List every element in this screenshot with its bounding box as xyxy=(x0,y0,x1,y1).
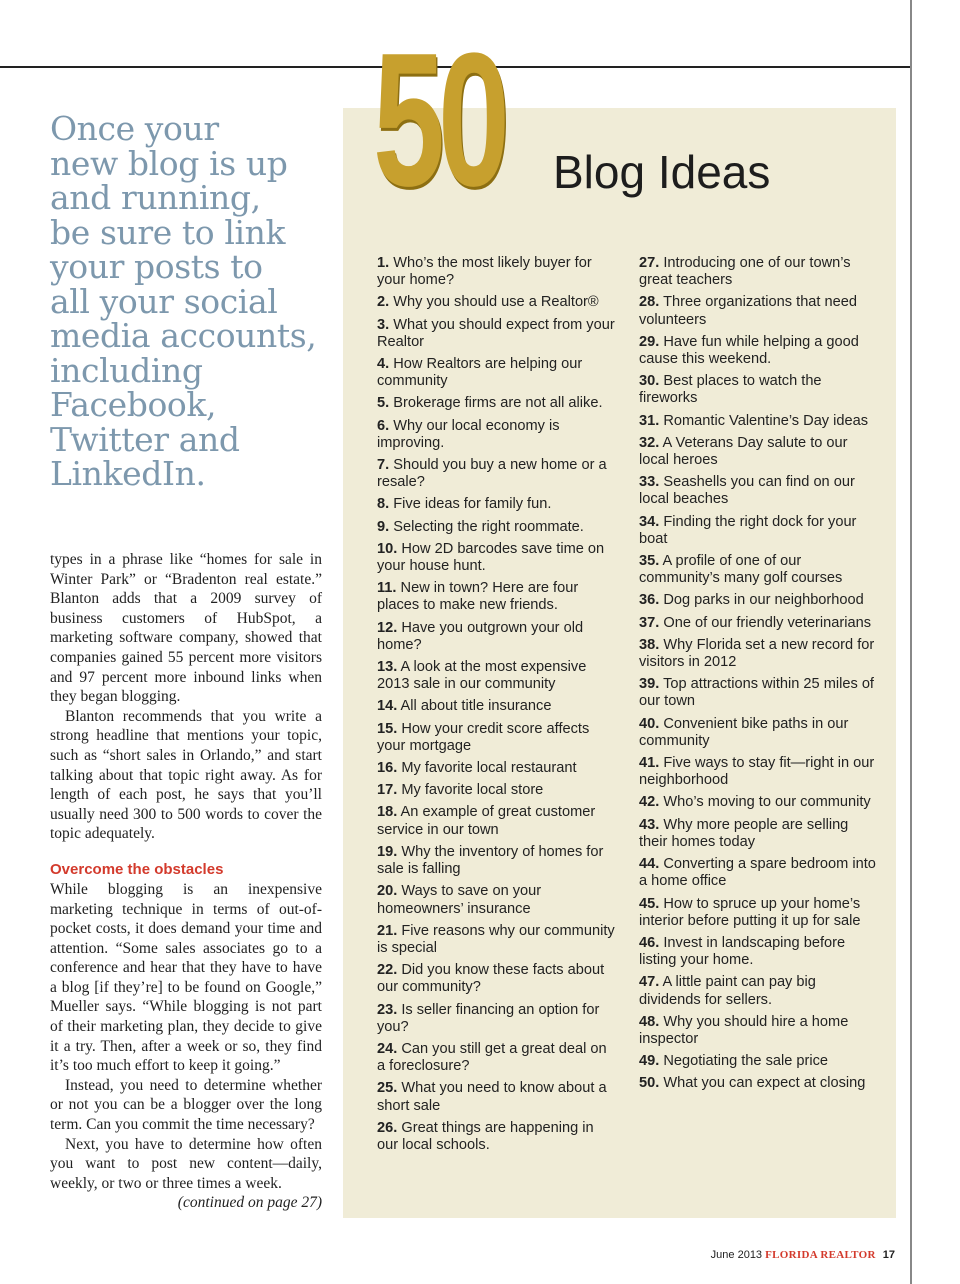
article-paragraph: types in a phrase like “homes for sale in Winter Park” or “Bradenton real estate.” Blanton adds that a 2009 survey of business customers of HubSpot, a marketing software company, showed that companies gained 55 percent more visitors and 97 percent more inbound links when they began blogging. xyxy=(50,551,322,706)
blog-idea-text: A little paint can pay big dividends for sellers. xyxy=(639,974,816,1008)
blog-idea-text: Finding the right dock for your boat xyxy=(639,513,857,547)
pull-quote-line: including xyxy=(50,350,203,390)
blog-idea-text: What you should expect from your Realtor xyxy=(377,316,615,350)
blog-idea-item xyxy=(377,496,617,513)
pull-quote-line: media accounts, xyxy=(50,316,317,355)
blog-idea-text: Five reasons why our community is special xyxy=(377,922,615,956)
blog-idea-text: Negotiating the sale price xyxy=(663,1053,829,1070)
article-body xyxy=(50,550,322,1213)
blog-idea-number: 42. xyxy=(639,794,660,811)
pull-quote-line: Once your xyxy=(50,109,219,148)
blog-idea-text: Why more people are selling their homes today xyxy=(639,816,849,850)
blog-idea-number: 22. xyxy=(377,962,398,979)
blog-idea-item xyxy=(639,676,879,710)
blog-idea-item xyxy=(639,856,879,890)
blog-idea-text: An example of great customer service in our town xyxy=(377,804,596,838)
blog-idea-text: Why the inventory of homes for sale is falling xyxy=(377,843,604,878)
blog-idea-text: How 2D barcodes save time on your house hunt. xyxy=(377,540,605,575)
blog-idea-text: Why you should hire a home inspector xyxy=(639,1013,849,1047)
blog-idea-item xyxy=(377,620,617,654)
blog-idea-number: 27. xyxy=(639,255,660,271)
blog-idea-number: 28. xyxy=(639,294,660,311)
magazine-name: FLORIDA REALTOR xyxy=(765,1249,876,1261)
blog-idea-item xyxy=(377,883,617,917)
issue-date: June 2013 xyxy=(710,1249,763,1261)
continued-note: (continued on page 27) xyxy=(177,1194,322,1212)
blog-idea-text: What you can expect at closing xyxy=(663,1075,866,1092)
blog-idea-text: Why Florida set a new record for visitors in 2012 xyxy=(639,636,875,671)
blog-idea-item xyxy=(377,317,617,351)
blog-idea-text: New in town? Here are four places to make new friends. xyxy=(377,580,579,614)
blog-idea-item xyxy=(639,615,879,632)
blog-idea-item xyxy=(377,1002,617,1036)
blog-idea-text: Five ideas for family fun. xyxy=(393,496,552,513)
blog-idea-text: How Realtors are helping our community xyxy=(377,356,583,390)
blog-idea-number: 6. xyxy=(377,417,390,434)
pull-quote-line: and running, xyxy=(50,178,261,217)
blog-idea-text: Converting a spare bedroom into a home office xyxy=(639,856,876,890)
blog-idea-number: 45. xyxy=(639,895,660,912)
blog-idea-item xyxy=(377,760,617,777)
blog-idea-item xyxy=(639,935,879,969)
blog-idea-item xyxy=(377,721,617,755)
blog-idea-text: Ways to save on your homeowners’ insurance xyxy=(377,883,542,917)
blog-idea-text: Introducing one of our town’s great teachers xyxy=(639,255,851,289)
article-subhead: Overcome the obstacles xyxy=(50,860,224,878)
blog-idea-number: 11. xyxy=(377,580,397,597)
blog-idea-number: 9. xyxy=(377,518,390,535)
blog-idea-text: Is seller financing an option for you? xyxy=(377,1001,600,1035)
pull-quote-line: be sure to link xyxy=(50,212,286,252)
pull-quote-line: all your social xyxy=(50,281,278,321)
blog-idea-item xyxy=(639,413,879,430)
blog-idea-text: Who’s the most likely buyer for your home? xyxy=(377,255,592,289)
article-paragraph: Next, you have to determine how often you want to post new content—daily, weekly, or two or three times a week. xyxy=(50,1135,322,1192)
blog-idea-number: 20. xyxy=(377,883,398,900)
ideas-list-right xyxy=(639,255,879,1098)
ideas-list-left xyxy=(377,255,617,1159)
blog-idea-number: 12. xyxy=(377,619,398,636)
blog-idea-item xyxy=(377,457,617,491)
blog-idea-item xyxy=(377,782,617,799)
blog-idea-number: 13. xyxy=(377,659,398,676)
blog-idea-item xyxy=(377,659,617,693)
blog-idea-item xyxy=(639,553,879,587)
blog-idea-text: Who’s moving to our community xyxy=(663,794,871,811)
blog-idea-item xyxy=(639,794,879,811)
blog-idea-text: Five ways to stay fit—right in our neighborhood xyxy=(639,755,875,789)
blog-idea-number: 7. xyxy=(377,457,390,474)
page-number: 17 xyxy=(882,1249,895,1261)
blog-idea-number: 4. xyxy=(377,356,390,373)
blog-idea-text: A look at the most expensive 2013 sale in our community xyxy=(377,659,587,693)
blog-idea-text: How your credit score affects your mortgage xyxy=(377,720,590,754)
blog-idea-item xyxy=(377,962,617,996)
blog-idea-item xyxy=(639,974,879,1008)
blog-idea-text: A profile of one of our community’s many golf courses xyxy=(639,553,843,587)
blog-idea-number: 35. xyxy=(639,553,660,570)
blog-idea-number: 5. xyxy=(377,395,390,412)
blog-idea-number: 44. xyxy=(639,856,660,873)
blog-idea-item xyxy=(639,1053,879,1070)
blog-idea-number: 38. xyxy=(639,636,660,653)
blog-idea-number: 24. xyxy=(377,1040,398,1057)
blog-idea-text: Why our local economy is improving. xyxy=(377,417,560,451)
blog-idea-item xyxy=(639,474,879,508)
blog-idea-number: 48. xyxy=(639,1013,660,1030)
blog-idea-text: How to spruce up your home’s interior before putting it up for sale xyxy=(639,895,861,929)
blog-idea-text: What you need to know about a short sale xyxy=(377,1080,607,1114)
blog-idea-number: 15. xyxy=(377,720,398,737)
blog-idea-item xyxy=(639,1075,879,1092)
blog-idea-text: Can you still get a great deal on a foreclosure? xyxy=(377,1040,607,1075)
blog-idea-item xyxy=(377,541,617,575)
blog-idea-number: 39. xyxy=(639,676,660,693)
blog-idea-text: Why you should use a Realtor® xyxy=(393,294,599,311)
page-edge-rule xyxy=(910,0,912,1284)
blog-idea-number: 36. xyxy=(639,592,660,609)
blog-idea-number: 49. xyxy=(639,1053,660,1070)
blog-idea-number: 14. xyxy=(377,698,398,715)
blog-idea-number: 37. xyxy=(639,614,660,631)
pull-quote-line: Facebook, xyxy=(50,385,217,424)
blog-idea-item xyxy=(377,1120,617,1154)
blog-idea-text: Have fun while helping a good cause this weekend. xyxy=(639,333,859,368)
blog-idea-item xyxy=(377,923,617,957)
blog-idea-number: 19. xyxy=(377,843,398,860)
fifty-number: 50 xyxy=(373,14,504,226)
blog-idea-number: 46. xyxy=(639,934,660,951)
blog-idea-item xyxy=(377,395,617,412)
blog-idea-item xyxy=(639,716,879,750)
blog-idea-text: Brokerage firms are not all alike. xyxy=(393,395,603,412)
blog-idea-item xyxy=(639,255,879,289)
blog-idea-text: One of our friendly veterinarians xyxy=(663,614,872,631)
blog-idea-item xyxy=(377,844,617,878)
blog-idea-text: Selecting the right roommate. xyxy=(393,518,584,535)
blog-idea-number: 32. xyxy=(639,434,660,451)
blog-idea-text: Great things are happening in our local schools. xyxy=(377,1119,594,1153)
blog-idea-item xyxy=(377,698,617,715)
blog-idea-number: 50. xyxy=(639,1075,660,1092)
blog-idea-item xyxy=(377,356,617,390)
blog-idea-text: Dog parks in our neighborhood xyxy=(663,592,864,609)
blog-idea-item xyxy=(639,817,879,851)
blog-idea-number: 40. xyxy=(639,715,660,732)
blog-idea-number: 8. xyxy=(377,496,390,513)
pull-quote-line: your posts to xyxy=(50,247,263,286)
blog-idea-item xyxy=(377,1080,617,1114)
blog-idea-item xyxy=(639,334,879,368)
blog-idea-text: Did you know these facts about our community? xyxy=(377,962,605,996)
blog-idea-number: 31. xyxy=(639,412,660,429)
article-paragraph: Blanton recommends that you write a strong headline that mentions your topic, such as “short sales in Orlando,” and start talking about that topic right away. As for length of each post, he says that you’ll usually need 300 to 500 words to cover the topic adequately. xyxy=(50,707,322,843)
blog-idea-text: My favorite local store xyxy=(401,782,544,799)
blog-idea-number: 34. xyxy=(639,513,660,530)
blog-idea-number: 1. xyxy=(377,255,390,271)
blog-idea-number: 33. xyxy=(639,474,660,491)
blog-idea-text: Best places to watch the fireworks xyxy=(639,373,822,407)
pull-quote-line: new blog is up xyxy=(50,143,288,183)
blog-idea-text: Seashells you can find on our local beaches xyxy=(639,474,855,508)
blog-idea-item xyxy=(377,519,617,536)
blog-idea-number: 41. xyxy=(639,755,660,772)
blog-idea-number: 18. xyxy=(377,804,398,821)
blog-idea-item xyxy=(639,896,879,930)
blog-idea-item xyxy=(639,514,879,548)
blog-idea-item xyxy=(639,637,879,671)
blog-idea-number: 10. xyxy=(377,540,398,557)
blog-idea-number: 29. xyxy=(639,333,660,350)
blog-idea-item xyxy=(377,580,617,614)
blog-idea-number: 23. xyxy=(377,1001,398,1018)
blog-idea-number: 30. xyxy=(639,373,660,390)
blog-idea-text: Should you buy a new home or a resale? xyxy=(377,457,607,491)
blog-idea-item xyxy=(639,373,879,407)
blog-idea-item xyxy=(377,255,617,289)
page-footer xyxy=(711,1249,895,1261)
blog-idea-item xyxy=(377,1041,617,1075)
blog-idea-text: My favorite local restaurant xyxy=(401,760,577,777)
blog-idea-text: A Veterans Day salute to our local heroes xyxy=(639,434,848,469)
blog-idea-number: 21. xyxy=(377,922,398,939)
blog-idea-text: Convenient bike paths in our community xyxy=(639,715,849,749)
blog-idea-number: 3. xyxy=(377,316,390,333)
article-paragraph: Instead, you need to determine whether or not you can be a blogger over the long term. Can you commit the time necessary? xyxy=(50,1076,322,1134)
blog-idea-text: Have you outgrown your old home? xyxy=(377,619,584,653)
pull-quote-line: LinkedIn. xyxy=(50,454,206,493)
blog-idea-text: Romantic Valentine’s Day ideas xyxy=(663,412,869,429)
blog-idea-number: 47. xyxy=(639,974,660,991)
blog-idea-item xyxy=(639,755,879,789)
blog-idea-item xyxy=(639,294,879,328)
blog-idea-item xyxy=(639,1014,879,1048)
blog-idea-text: Top attractions within 25 miles of our town xyxy=(639,676,874,710)
blog-ideas-title: Blog Ideas xyxy=(553,146,771,198)
blog-idea-text: Invest in landscaping before listing your home. xyxy=(639,934,846,969)
blog-idea-item xyxy=(639,435,879,469)
pull-quote-line: Twitter and xyxy=(50,419,240,459)
blog-idea-item xyxy=(377,418,617,452)
blog-idea-number: 2. xyxy=(377,294,390,311)
blog-idea-item xyxy=(377,294,617,311)
blog-idea-number: 26. xyxy=(377,1119,398,1136)
blog-idea-item xyxy=(377,804,617,838)
blog-idea-number: 17. xyxy=(377,782,398,799)
blog-idea-number: 16. xyxy=(377,760,398,777)
blog-idea-number: 43. xyxy=(639,816,660,833)
blog-idea-number: 25. xyxy=(377,1080,398,1097)
blog-idea-text: Three organizations that need volunteers xyxy=(639,294,857,328)
pull-quote xyxy=(50,109,330,493)
blog-idea-text: All about title insurance xyxy=(400,698,552,715)
article-paragraph: While blogging is an inexpensive marketing technique in terms of out-of-pocket costs, it does demand your time and attention. “Some sales associates go to a conference and hear that they have to have a blog [if they’re] to be found on Google,” Mueller says. “While blogging is not part of their marketing plan, they decide to give it a try. Then, after a week or so, they find it’s too much effort to keep it going.” xyxy=(50,880,322,1075)
blog-idea-item xyxy=(639,592,879,609)
